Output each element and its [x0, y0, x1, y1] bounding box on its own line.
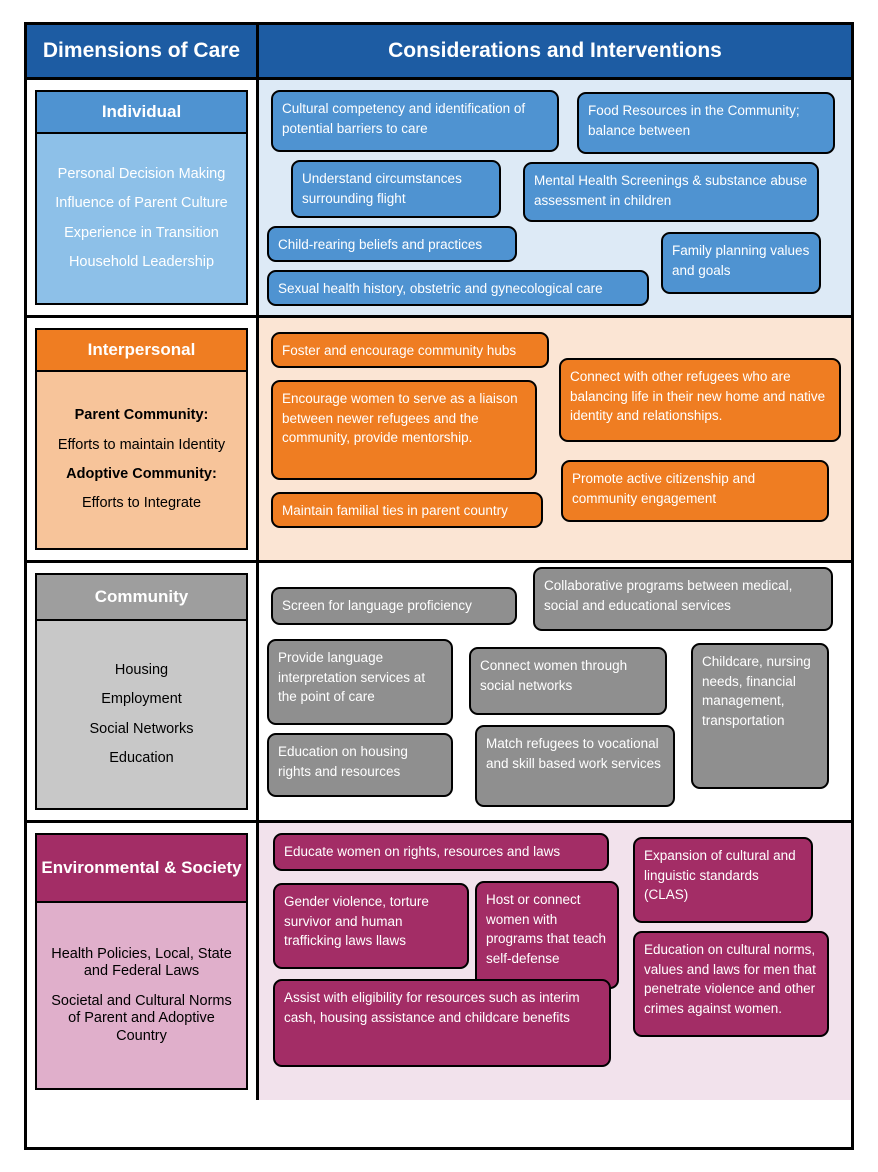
header-dimensions-of-care: Dimensions of Care: [27, 25, 259, 77]
category-interpersonal: Interpersonal: [35, 328, 248, 372]
list-item: Education: [109, 749, 174, 766]
subitems-individual: [35, 134, 248, 305]
row-individual: [27, 77, 851, 315]
row-individual-right: [259, 80, 851, 315]
intervention-bubble: Understand circumstances surrounding flight: [291, 160, 501, 218]
list-item: Adoptive Community:: [66, 466, 217, 482]
subitems-interpersonal: [35, 372, 248, 550]
intervention-bubble: Mental Health Screenings & substance abuse assessment in children: [523, 162, 819, 222]
row-environmental-society: [27, 820, 851, 1100]
category-community: Community: [35, 573, 248, 621]
category-individual: Individual: [35, 90, 248, 134]
intervention-bubble: Maintain familial ties in parent country: [271, 492, 543, 528]
subitems-environmental-society: [35, 903, 248, 1090]
table-header-row: [27, 25, 851, 77]
intervention-bubble: Match refugees to vocational and skill based work services: [475, 725, 675, 807]
row-community-left: [27, 563, 259, 820]
list-item: Household Leadership: [68, 253, 215, 270]
category-environmental-society: Environmental & Society: [35, 833, 248, 903]
intervention-bubble: Assist with eligibility for resources such as interim cash, housing assistance and childcare benefits: [273, 979, 611, 1067]
row-interpersonal-left: [27, 318, 259, 560]
list-item: Personal Decision Making: [57, 165, 226, 182]
intervention-bubble: Gender violence, torture survivor and human trafficking laws llaws: [273, 883, 469, 969]
intervention-bubble: Education on housing rights and resources: [267, 733, 453, 797]
intervention-bubble: Connect with other refugees who are balancing life in their new home and native identity and relationships.: [559, 358, 841, 442]
row-individual-left: [27, 80, 259, 315]
intervention-bubble: Host or connect women with programs that teach self-defense: [475, 881, 619, 989]
list-item: Efforts to Integrate: [81, 495, 202, 512]
intervention-bubble: Provide language interpretation services at the point of care: [267, 639, 453, 725]
intervention-bubble: Childcare, nursing needs, financial management, transportation: [691, 643, 829, 789]
intervention-bubble: Foster and encourage community hubs: [271, 332, 549, 368]
row-environmental-left: [27, 823, 259, 1100]
diagram-frame: [24, 22, 854, 1150]
intervention-bubble: Food Resources in the Community; balance between: [577, 92, 835, 154]
intervention-bubble: Cultural competency and identification of potential barriers to care: [271, 90, 559, 152]
intervention-bubble: Sexual health history, obstetric and gynecological care: [267, 270, 649, 306]
list-item: Employment: [101, 691, 182, 708]
row-interpersonal-right: [259, 318, 851, 560]
list-item: Experience in Transition: [64, 224, 219, 241]
row-community: [27, 560, 851, 820]
intervention-bubble: Collaborative programs between medical, social and educational services: [533, 567, 833, 631]
row-interpersonal: [27, 315, 851, 560]
list-item: Parent Community:: [74, 407, 209, 424]
subitems-community: [35, 621, 248, 810]
list-item: Housing: [114, 661, 169, 678]
list-item: Social Networks: [89, 720, 194, 737]
intervention-bubble: Expansion of cultural and linguistic standards (CLAS): [633, 837, 813, 923]
row-environmental-right: [259, 823, 851, 1100]
intervention-bubble: Child-rearing beliefs and practices: [267, 226, 517, 262]
intervention-bubble: Connect women through social networks: [469, 647, 667, 715]
intervention-bubble: Screen for language proficiency: [271, 587, 517, 625]
intervention-bubble: Educate women on rights, resources and laws: [273, 833, 609, 871]
intervention-bubble: Family planning values and goals: [661, 232, 821, 294]
list-item: Influence of Parent Culture: [55, 195, 228, 212]
row-community-right: [259, 563, 851, 820]
intervention-bubble: Encourage women to serve as a liaison between newer refugees and the community, provide mentorship.: [271, 380, 537, 480]
intervention-bubble: Education on cultural norms, values and laws for men that penetrate violence and other crimes against women.: [633, 931, 829, 1037]
list-item: Health Policies, Local, State and Federal Laws: [51, 946, 232, 980]
intervention-bubble: Promote active citizenship and community engagement: [561, 460, 829, 522]
list-item: Efforts to maintain Identity: [57, 436, 226, 453]
header-considerations-and-interventions: Considerations and Interventions: [259, 25, 851, 77]
list-item: Societal and Cultural Norms of Parent and Adoptive Country: [51, 992, 232, 1044]
